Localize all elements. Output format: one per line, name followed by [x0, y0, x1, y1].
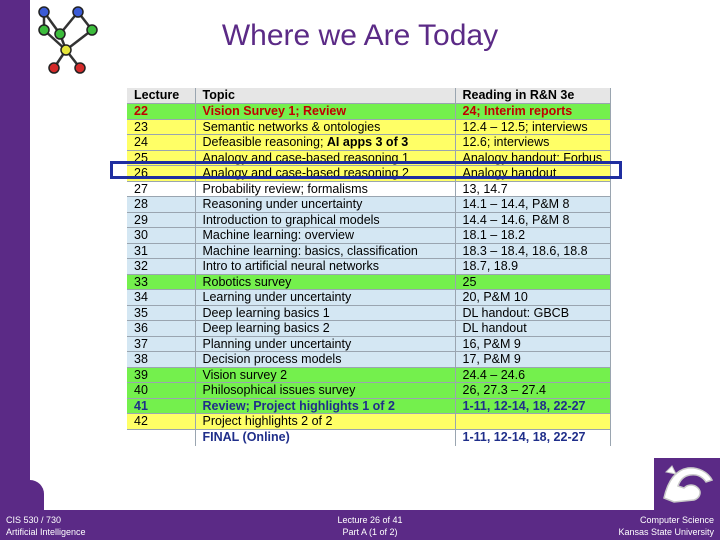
cell-lecture: 39 — [127, 367, 195, 383]
cell-reading: 12.6; interviews — [455, 135, 610, 151]
table-row — [127, 398, 610, 414]
cell-reading: 14.1 – 14.4, P&M 8 — [455, 197, 610, 213]
table-row — [127, 352, 610, 368]
final-cell-reading: 1-11, 12-14, 18, 22-27 — [455, 429, 610, 446]
table-row — [127, 212, 610, 228]
cell-topic: Vision Survey 1; Review — [195, 104, 455, 120]
cell-lecture: 26 — [127, 166, 195, 182]
cell-lecture: 35 — [127, 305, 195, 321]
table-row — [127, 181, 610, 197]
slide-title: Where we Are Today — [221, 19, 499, 52]
table-row — [127, 228, 610, 244]
cell-reading: 26, 27.3 – 27.4 — [455, 383, 610, 399]
ksu-wildcat-logo — [654, 458, 720, 510]
cell-reading: 1-11, 12-14, 18, 22-27 — [455, 398, 610, 414]
cell-lecture: 32 — [127, 259, 195, 275]
cell-lecture: 27 — [127, 181, 195, 197]
cell-lecture: 29 — [127, 212, 195, 228]
table-row — [127, 367, 610, 383]
cell-reading: 18.1 – 18.2 — [455, 228, 610, 244]
cell-reading: DL handout: GBCB — [455, 305, 610, 321]
header-lecture: Lecture — [127, 88, 195, 104]
cell-topic: Machine learning: overview — [195, 228, 455, 244]
left-sidebar-bar — [0, 0, 30, 510]
left-sidebar-curve — [30, 480, 44, 510]
cell-lecture: 23 — [127, 119, 195, 135]
cell-topic: Probability review; formalisms — [195, 181, 455, 197]
cell-topic: Reasoning under uncertainty — [195, 197, 455, 213]
schedule-table — [127, 88, 611, 446]
schedule-table-container — [127, 88, 610, 446]
cell-lecture: 37 — [127, 336, 195, 352]
cell-topic: Analogy and case-based reasoning 1 — [195, 150, 455, 166]
cell-topic: Deep learning basics 1 — [195, 305, 455, 321]
cell-reading: 13, 14.7 — [455, 181, 610, 197]
cell-lecture: 36 — [127, 321, 195, 337]
footer-lecture-part: Part A (1 of 2) — [342, 527, 398, 537]
cell-topic: Planning under uncertainty — [195, 336, 455, 352]
final-cell-lecture — [127, 429, 195, 446]
cell-reading: Analogy handout: Forbus — [455, 150, 610, 166]
footer-course — [6, 514, 86, 538]
footer-course-name: Artificial Intelligence — [6, 527, 86, 537]
table-row — [127, 305, 610, 321]
cell-lecture: 25 — [127, 150, 195, 166]
cell-reading: DL handout — [455, 321, 610, 337]
table-row — [127, 135, 610, 151]
cell-lecture: 28 — [127, 197, 195, 213]
table-row — [127, 259, 610, 275]
cell-reading: 18.7, 18.9 — [455, 259, 610, 275]
cell-topic: Semantic networks & ontologies — [195, 119, 455, 135]
cell-lecture: 22 — [127, 104, 195, 120]
cell-reading — [455, 414, 610, 430]
footer-university-name: Kansas State University — [618, 527, 714, 537]
table-row — [127, 197, 610, 213]
cell-reading: 24; Interim reports — [455, 104, 610, 120]
cell-topic: Machine learning: basics, classification — [195, 243, 455, 259]
cell-topic: Introduction to graphical models — [195, 212, 455, 228]
footer-lecture-number: Lecture 26 of 41 — [337, 515, 403, 525]
current-lecture-highlight — [110, 161, 622, 179]
table-row — [127, 274, 610, 290]
footer-department — [618, 514, 714, 538]
cell-topic: Deep learning basics 2 — [195, 321, 455, 337]
cell-topic: Decision process models — [195, 352, 455, 368]
cell-reading: 25 — [455, 274, 610, 290]
footer-department-name: Computer Science — [639, 515, 714, 525]
cell-reading: 16, P&M 9 — [455, 336, 610, 352]
cell-topic: Robotics survey — [195, 274, 455, 290]
topic-emphasis: AI apps 3 of 3 — [326, 135, 409, 149]
table-row — [127, 104, 610, 120]
cell-lecture: 33 — [127, 274, 195, 290]
table-row — [127, 383, 610, 399]
table-header-row — [127, 88, 610, 104]
footer-course-code: CIS 530 / 730 — [6, 515, 62, 525]
cell-lecture: 38 — [127, 352, 195, 368]
final-cell-topic: FINAL (Online) — [195, 429, 455, 446]
cell-lecture: 24 — [127, 135, 195, 151]
cell-topic: Intro to artificial neural networks — [195, 259, 455, 275]
cell-lecture: 31 — [127, 243, 195, 259]
cell-lecture: 30 — [127, 228, 195, 244]
cell-topic: Philosophical issues survey — [195, 383, 455, 399]
cell-reading: 17, P&M 9 — [455, 352, 610, 368]
cell-topic: Project highlights 2 of 2 — [195, 414, 455, 430]
cell-reading: 24.4 – 24.6 — [455, 367, 610, 383]
table-row-final — [127, 429, 610, 446]
cell-topic: Vision survey 2 — [195, 367, 455, 383]
table-row — [127, 414, 610, 430]
cell-topic: Analogy and case-based reasoning 2 — [195, 166, 455, 182]
table-row — [127, 243, 610, 259]
header-topic: Topic — [195, 88, 455, 104]
cell-reading: 20, P&M 10 — [455, 290, 610, 306]
cell-lecture: 34 — [127, 290, 195, 306]
table-row — [127, 119, 610, 135]
table-row — [127, 290, 610, 306]
cell-reading: 14.4 – 14.6, P&M 8 — [455, 212, 610, 228]
table-row — [127, 336, 610, 352]
cell-topic: Review; Project highlights 1 of 2 — [195, 398, 455, 414]
cell-lecture: 41 — [127, 398, 195, 414]
cell-topic: Learning under uncertainty — [195, 290, 455, 306]
cell-topic: Defeasible reasoning; AI apps 3 of 3 — [195, 135, 455, 151]
cell-reading: 18.3 – 18.4, 18.6, 18.8 — [455, 243, 610, 259]
table-row — [127, 321, 610, 337]
cell-lecture: 42 — [127, 414, 195, 430]
cell-lecture: 40 — [127, 383, 195, 399]
header-reading: Reading in R&N 3e — [455, 88, 610, 104]
cell-reading: Analogy handout — [455, 166, 610, 182]
footer-lecture — [320, 514, 420, 538]
cell-reading: 12.4 – 12.5; interviews — [455, 119, 610, 135]
